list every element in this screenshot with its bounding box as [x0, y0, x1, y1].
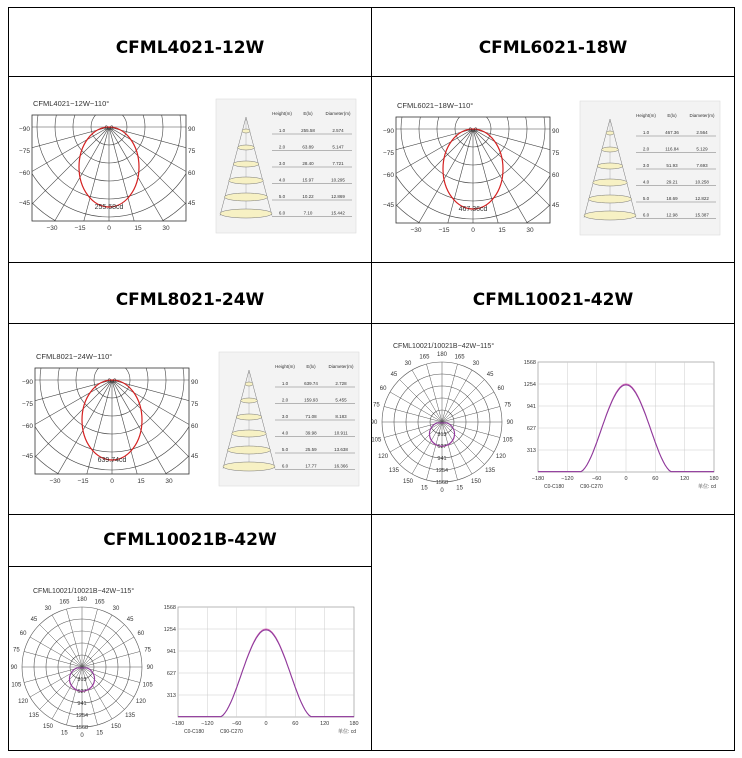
angle-label: 15	[456, 485, 463, 492]
grid-ray	[66, 609, 82, 667]
peak-intensity: 467.36cd	[458, 206, 488, 213]
table-cell: 7.721	[332, 161, 344, 166]
light-disc	[606, 131, 614, 135]
table-cell: 116.84	[665, 146, 679, 152]
x-tick: −60	[591, 476, 602, 482]
angle-label: 150	[42, 723, 54, 730]
table-cell: 12.822	[695, 196, 709, 201]
y-tick: 1568	[163, 605, 176, 611]
grid-ray	[82, 615, 112, 667]
table-cell: 18.69	[666, 196, 678, 201]
angle-label: −45	[18, 200, 30, 207]
grid-ray	[82, 667, 124, 709]
photometric-figure	[384, 97, 724, 237]
table-cell: 15.97	[302, 177, 314, 183]
angle-label: 75	[372, 402, 380, 409]
table-cell: 5.0	[281, 447, 289, 452]
angle-label: 120	[135, 699, 146, 705]
angle-label: 30	[472, 361, 480, 368]
table-cell: 1.0	[278, 128, 286, 133]
center-value: 0.0	[107, 378, 117, 385]
grid-ray	[442, 364, 458, 422]
angle-label: −30	[49, 478, 61, 485]
photometric-figure	[23, 348, 363, 488]
legend-item: C90-C270	[220, 729, 243, 735]
grid-ray	[442, 422, 484, 464]
intensity-curve-chart	[524, 360, 719, 490]
angle-label: −75	[18, 148, 30, 155]
x-tick: −180	[171, 721, 185, 727]
angle-label: −90	[21, 379, 33, 386]
peak-intensity: 639.74cd	[97, 457, 127, 464]
table-cell: 2.728	[335, 381, 347, 386]
table-header: Height(m)	[636, 113, 656, 118]
polar-diagram	[19, 607, 142, 731]
angle-label: 30	[44, 606, 52, 613]
illuminance-table	[219, 352, 359, 486]
radial-value: 1568	[435, 480, 449, 486]
grid-ray	[442, 406, 500, 422]
angle-label: 45	[191, 453, 199, 460]
grid-ray	[30, 637, 82, 667]
angle-label: 135	[485, 468, 496, 475]
angle-label: 45	[486, 371, 494, 378]
angle-label: 60	[137, 631, 145, 637]
grid-ray	[82, 651, 140, 667]
angle-label: 90	[191, 379, 199, 386]
diagram-label: CFML10021/10021B−42W−115°	[393, 343, 495, 350]
angle-label: 60	[188, 170, 196, 177]
radial-value: 941	[437, 456, 447, 462]
angle-label: 75	[504, 402, 512, 409]
x-tick: 0	[624, 476, 628, 482]
y-tick: 627	[166, 671, 176, 677]
angle-label: 105	[502, 437, 513, 444]
x-tick: −180	[531, 476, 545, 482]
light-disc	[227, 446, 270, 454]
center-value: 0.0	[468, 127, 478, 134]
table-cell: 63.89	[302, 144, 314, 150]
angle-label: 75	[552, 150, 560, 157]
photometric-panel	[10, 585, 362, 745]
grid-ray	[442, 392, 494, 422]
table-cell: 467.36	[665, 130, 679, 135]
table-cell: 255.58	[301, 128, 315, 133]
angle-label: 165	[59, 599, 70, 606]
grid-ray	[24, 667, 82, 683]
diagram-label: CFML6021−18W−110°	[397, 101, 474, 110]
angle-label: 75	[191, 401, 199, 408]
table-cell: 12.869	[331, 194, 345, 199]
grid-ray	[384, 422, 442, 438]
angle-label: −45	[21, 453, 33, 460]
angle-label: −15	[438, 227, 450, 234]
table-cell: 6.0	[278, 210, 286, 216]
angle-label: 75	[188, 148, 196, 155]
table-cell: 10.22	[302, 194, 314, 199]
angle-label: 15	[421, 485, 428, 492]
table-cell: 3.0	[281, 414, 289, 419]
y-tick: 1568	[523, 360, 536, 366]
grid-ray	[390, 392, 442, 422]
intensity-curve-chart	[164, 605, 359, 735]
angle-label: 45	[126, 616, 134, 623]
angle-label: −90	[382, 128, 394, 135]
angle-label: 0	[80, 733, 84, 739]
angle-label: 105	[371, 437, 382, 444]
grid-ray	[40, 667, 82, 709]
angle-label: 0	[110, 478, 114, 485]
table-cell: 8.183	[335, 414, 347, 419]
y-tick: 1254	[163, 627, 176, 633]
diagram-label: CFML4021−12W−110°	[33, 99, 110, 108]
radial-value: 627	[437, 444, 447, 450]
photometric-panel	[23, 348, 363, 488]
radial-value: 313	[77, 677, 87, 683]
light-disc	[593, 179, 627, 186]
photometric-panel	[20, 95, 360, 235]
angle-label: −60	[382, 172, 394, 179]
photometric-panel	[370, 340, 722, 500]
table-cell: 6.0	[281, 463, 289, 469]
angle-label: 150	[110, 723, 122, 730]
grid-ray	[52, 615, 82, 667]
table-cell: 15.387	[695, 212, 709, 218]
radial-value: 1254	[435, 468, 449, 474]
y-tick: 941	[526, 404, 536, 410]
grid-ray	[82, 637, 134, 667]
table-cell: 5.0	[642, 196, 650, 201]
angle-label: 180	[76, 597, 88, 603]
angle-label: 120	[495, 454, 506, 460]
photometric-figure	[10, 585, 362, 745]
grid-ray	[82, 667, 140, 683]
grid-ray	[426, 364, 442, 422]
table-cell: 1.0	[281, 381, 289, 386]
radial-value: 627	[77, 689, 87, 695]
table-cell: 39.98	[305, 430, 317, 436]
table-cell: 10.258	[695, 179, 709, 185]
grid-ray	[390, 422, 442, 452]
y-tick: 627	[526, 426, 536, 432]
angle-label: 90	[10, 665, 18, 671]
table-header: E(lx)	[303, 111, 313, 116]
x-tick: 120	[320, 721, 330, 727]
angle-label: −15	[74, 225, 86, 232]
light-disc	[223, 462, 275, 471]
table-header: Height(m)	[275, 364, 295, 369]
light-disc	[229, 177, 263, 184]
angle-label: 15	[61, 730, 68, 737]
x-tick: −60	[231, 721, 242, 727]
table-cell: 5.0	[278, 194, 286, 199]
table-cell: 28.40	[302, 161, 314, 166]
angle-label: 60	[19, 631, 27, 637]
table-header: Diameter(m)	[689, 113, 715, 118]
angle-label: −30	[46, 225, 58, 232]
angle-label: 30	[162, 225, 170, 232]
angle-label: 90	[506, 420, 514, 426]
legend-item: C90-C270	[580, 484, 603, 490]
table-cell: 3.0	[642, 163, 650, 168]
diagram-label: CFML10021/10021B−42W−115°	[33, 588, 135, 595]
angle-label: −15	[77, 478, 89, 485]
angle-label: 105	[11, 682, 22, 689]
illuminance-table	[216, 99, 356, 233]
table-cell: 17.77	[305, 463, 317, 469]
light-disc	[233, 161, 259, 167]
table-cell: 159.93	[304, 397, 318, 403]
photometric-panel	[384, 97, 724, 237]
table-cell: 5.455	[335, 397, 347, 403]
angle-label: 0	[440, 488, 444, 494]
table-cell: 6.0	[642, 212, 650, 218]
table-cell: 16.366	[334, 463, 348, 469]
diagram-label: CFML8021−24W−110°	[36, 352, 113, 361]
angle-label: −75	[21, 401, 33, 408]
angle-label: −30	[410, 227, 422, 234]
grid-ray	[412, 370, 442, 422]
light-disc	[241, 398, 258, 403]
table-cell: 51.93	[666, 163, 678, 168]
radial-value: 1568	[75, 725, 89, 731]
light-disc	[220, 209, 272, 218]
table-border	[371, 7, 372, 751]
angle-label: −60	[18, 170, 30, 177]
angle-label: 150	[402, 478, 414, 485]
angle-label: 60	[497, 386, 505, 392]
table-cell: 15.442	[331, 210, 345, 216]
angle-label: 15	[96, 730, 103, 737]
radial-value: 941	[77, 701, 87, 707]
table-cell: 25.59	[305, 447, 317, 452]
angle-label: −90	[18, 126, 30, 133]
angle-label: 15	[498, 227, 506, 234]
table-cell: 2.0	[278, 144, 286, 150]
grid-ray	[82, 667, 134, 697]
y-tick: 313	[526, 448, 536, 454]
light-disc	[588, 195, 631, 203]
y-tick: 1254	[523, 382, 536, 388]
table-cell: 12.98	[666, 212, 678, 218]
table-cell: 4.0	[642, 179, 650, 185]
grid-ray	[442, 380, 484, 422]
grid-ray	[442, 370, 472, 422]
x-tick: 60	[292, 721, 299, 727]
table-cell: 4.0	[278, 177, 286, 183]
angle-label: 180	[436, 352, 448, 358]
angle-label: −75	[382, 150, 394, 157]
center-value: 0.0	[104, 125, 114, 132]
angle-label: 30	[112, 606, 120, 613]
angle-label: −60	[21, 423, 33, 430]
grid-ray	[82, 625, 124, 667]
angle-label: 150	[470, 478, 482, 485]
grid-ray	[400, 422, 442, 464]
angle-label: 60	[191, 423, 199, 430]
table-cell: 13.638	[334, 447, 348, 452]
angle-label: 75	[144, 647, 152, 654]
table-header: E(lx)	[667, 113, 677, 118]
angle-label: 15	[134, 225, 142, 232]
grid-ray	[40, 625, 82, 667]
legend-item: C0-C180	[184, 729, 205, 735]
angle-label: 120	[378, 454, 389, 460]
table-header: Diameter(m)	[325, 111, 351, 116]
table-cell: 71.08	[305, 414, 317, 419]
table-cell: 29.21	[666, 179, 678, 185]
table-cell: 2.0	[642, 146, 650, 152]
angle-label: 30	[404, 361, 412, 368]
table-cell: 7.693	[696, 163, 708, 168]
radial-value: 313	[437, 432, 447, 438]
x-tick: 120	[680, 476, 690, 482]
unit-label: 单位: cd	[697, 484, 716, 490]
table-cell: 2.574	[332, 128, 344, 133]
table-cell: 2.564	[696, 130, 708, 135]
angle-label: 0	[471, 227, 475, 234]
angle-label: 15	[137, 478, 145, 485]
angle-label: 90	[552, 128, 560, 135]
grid-ray	[82, 609, 98, 667]
illuminance-table	[580, 101, 720, 235]
table-cell: 639.74	[304, 381, 318, 386]
angle-label: 135	[125, 713, 136, 720]
table-cell: 7.10	[303, 210, 313, 216]
table-header: E(lx)	[306, 364, 316, 369]
peak-intensity: 255.58cd	[94, 204, 124, 211]
angle-label: −45	[382, 202, 394, 209]
y-tick: 941	[166, 649, 176, 655]
angle-label: 30	[165, 478, 173, 485]
angle-label: 90	[188, 126, 196, 133]
angle-label: 165	[419, 354, 430, 361]
angle-label: 45	[30, 616, 38, 623]
angle-label: 45	[390, 371, 398, 378]
table-cell: 5.129	[696, 146, 708, 152]
polar-diagram	[379, 362, 502, 486]
table-cell: 10.295	[331, 177, 345, 183]
table-border	[734, 7, 735, 751]
light-disc	[242, 129, 250, 133]
angle-label: 165	[94, 599, 105, 606]
table-cell: 4.0	[281, 430, 289, 436]
light-disc	[584, 211, 636, 220]
grid-ray	[442, 422, 500, 438]
light-disc	[236, 414, 262, 420]
angle-label: 90	[146, 665, 154, 671]
table-header: Height(m)	[272, 111, 292, 116]
angle-label: 135	[28, 713, 39, 720]
x-tick: −120	[201, 721, 214, 727]
angle-label: 90	[370, 420, 378, 426]
table-border	[8, 566, 372, 567]
grid-ray	[442, 422, 494, 452]
grid-ray	[30, 667, 82, 697]
angle-label: 135	[388, 468, 399, 475]
product-title: CFML8021-24W	[115, 290, 265, 310]
y-tick: 313	[166, 693, 176, 699]
angle-label: 75	[12, 647, 20, 654]
light-disc	[232, 430, 266, 437]
angle-label: 45	[188, 200, 196, 207]
table-cell: 3.0	[278, 161, 286, 166]
angle-label: 60	[552, 172, 560, 179]
grid-ray	[24, 651, 82, 667]
x-tick: 0	[264, 721, 268, 727]
photometric-figure	[370, 340, 722, 500]
light-disc	[602, 147, 619, 152]
angle-label: 0	[107, 225, 111, 232]
light-disc	[245, 382, 253, 386]
angle-label: 165	[454, 354, 465, 361]
table-cell: 2.0	[281, 397, 289, 403]
angle-label: 45	[552, 202, 560, 209]
x-tick: 180	[709, 476, 719, 482]
table-header: Diameter(m)	[328, 364, 354, 369]
angle-label: 120	[18, 699, 29, 705]
grid-ray	[384, 406, 442, 422]
legend-item: C0-C180	[544, 484, 565, 490]
x-tick: −120	[561, 476, 574, 482]
table-cell: 10.911	[334, 430, 348, 436]
radial-value: 1254	[75, 713, 89, 719]
table-cell: 1.0	[642, 130, 650, 135]
grid-ray	[400, 380, 442, 422]
angle-label: 105	[142, 682, 153, 689]
product-title: CFML10021B-42W	[103, 530, 277, 550]
table-border	[8, 7, 9, 751]
light-disc	[224, 193, 267, 201]
table-cell: 5.147	[332, 144, 344, 150]
angle-label: 30	[526, 227, 534, 234]
product-title: CFML10021-42W	[472, 290, 634, 310]
unit-label: 单位: cd	[337, 729, 356, 735]
light-disc	[597, 163, 623, 169]
x-tick: 60	[652, 476, 659, 482]
product-title: CFML4021-12W	[115, 38, 265, 58]
photometric-figure	[20, 95, 360, 235]
product-title: CFML6021-18W	[478, 38, 628, 58]
angle-label: 60	[379, 386, 387, 392]
x-tick: 180	[349, 721, 359, 727]
light-disc	[238, 145, 255, 150]
